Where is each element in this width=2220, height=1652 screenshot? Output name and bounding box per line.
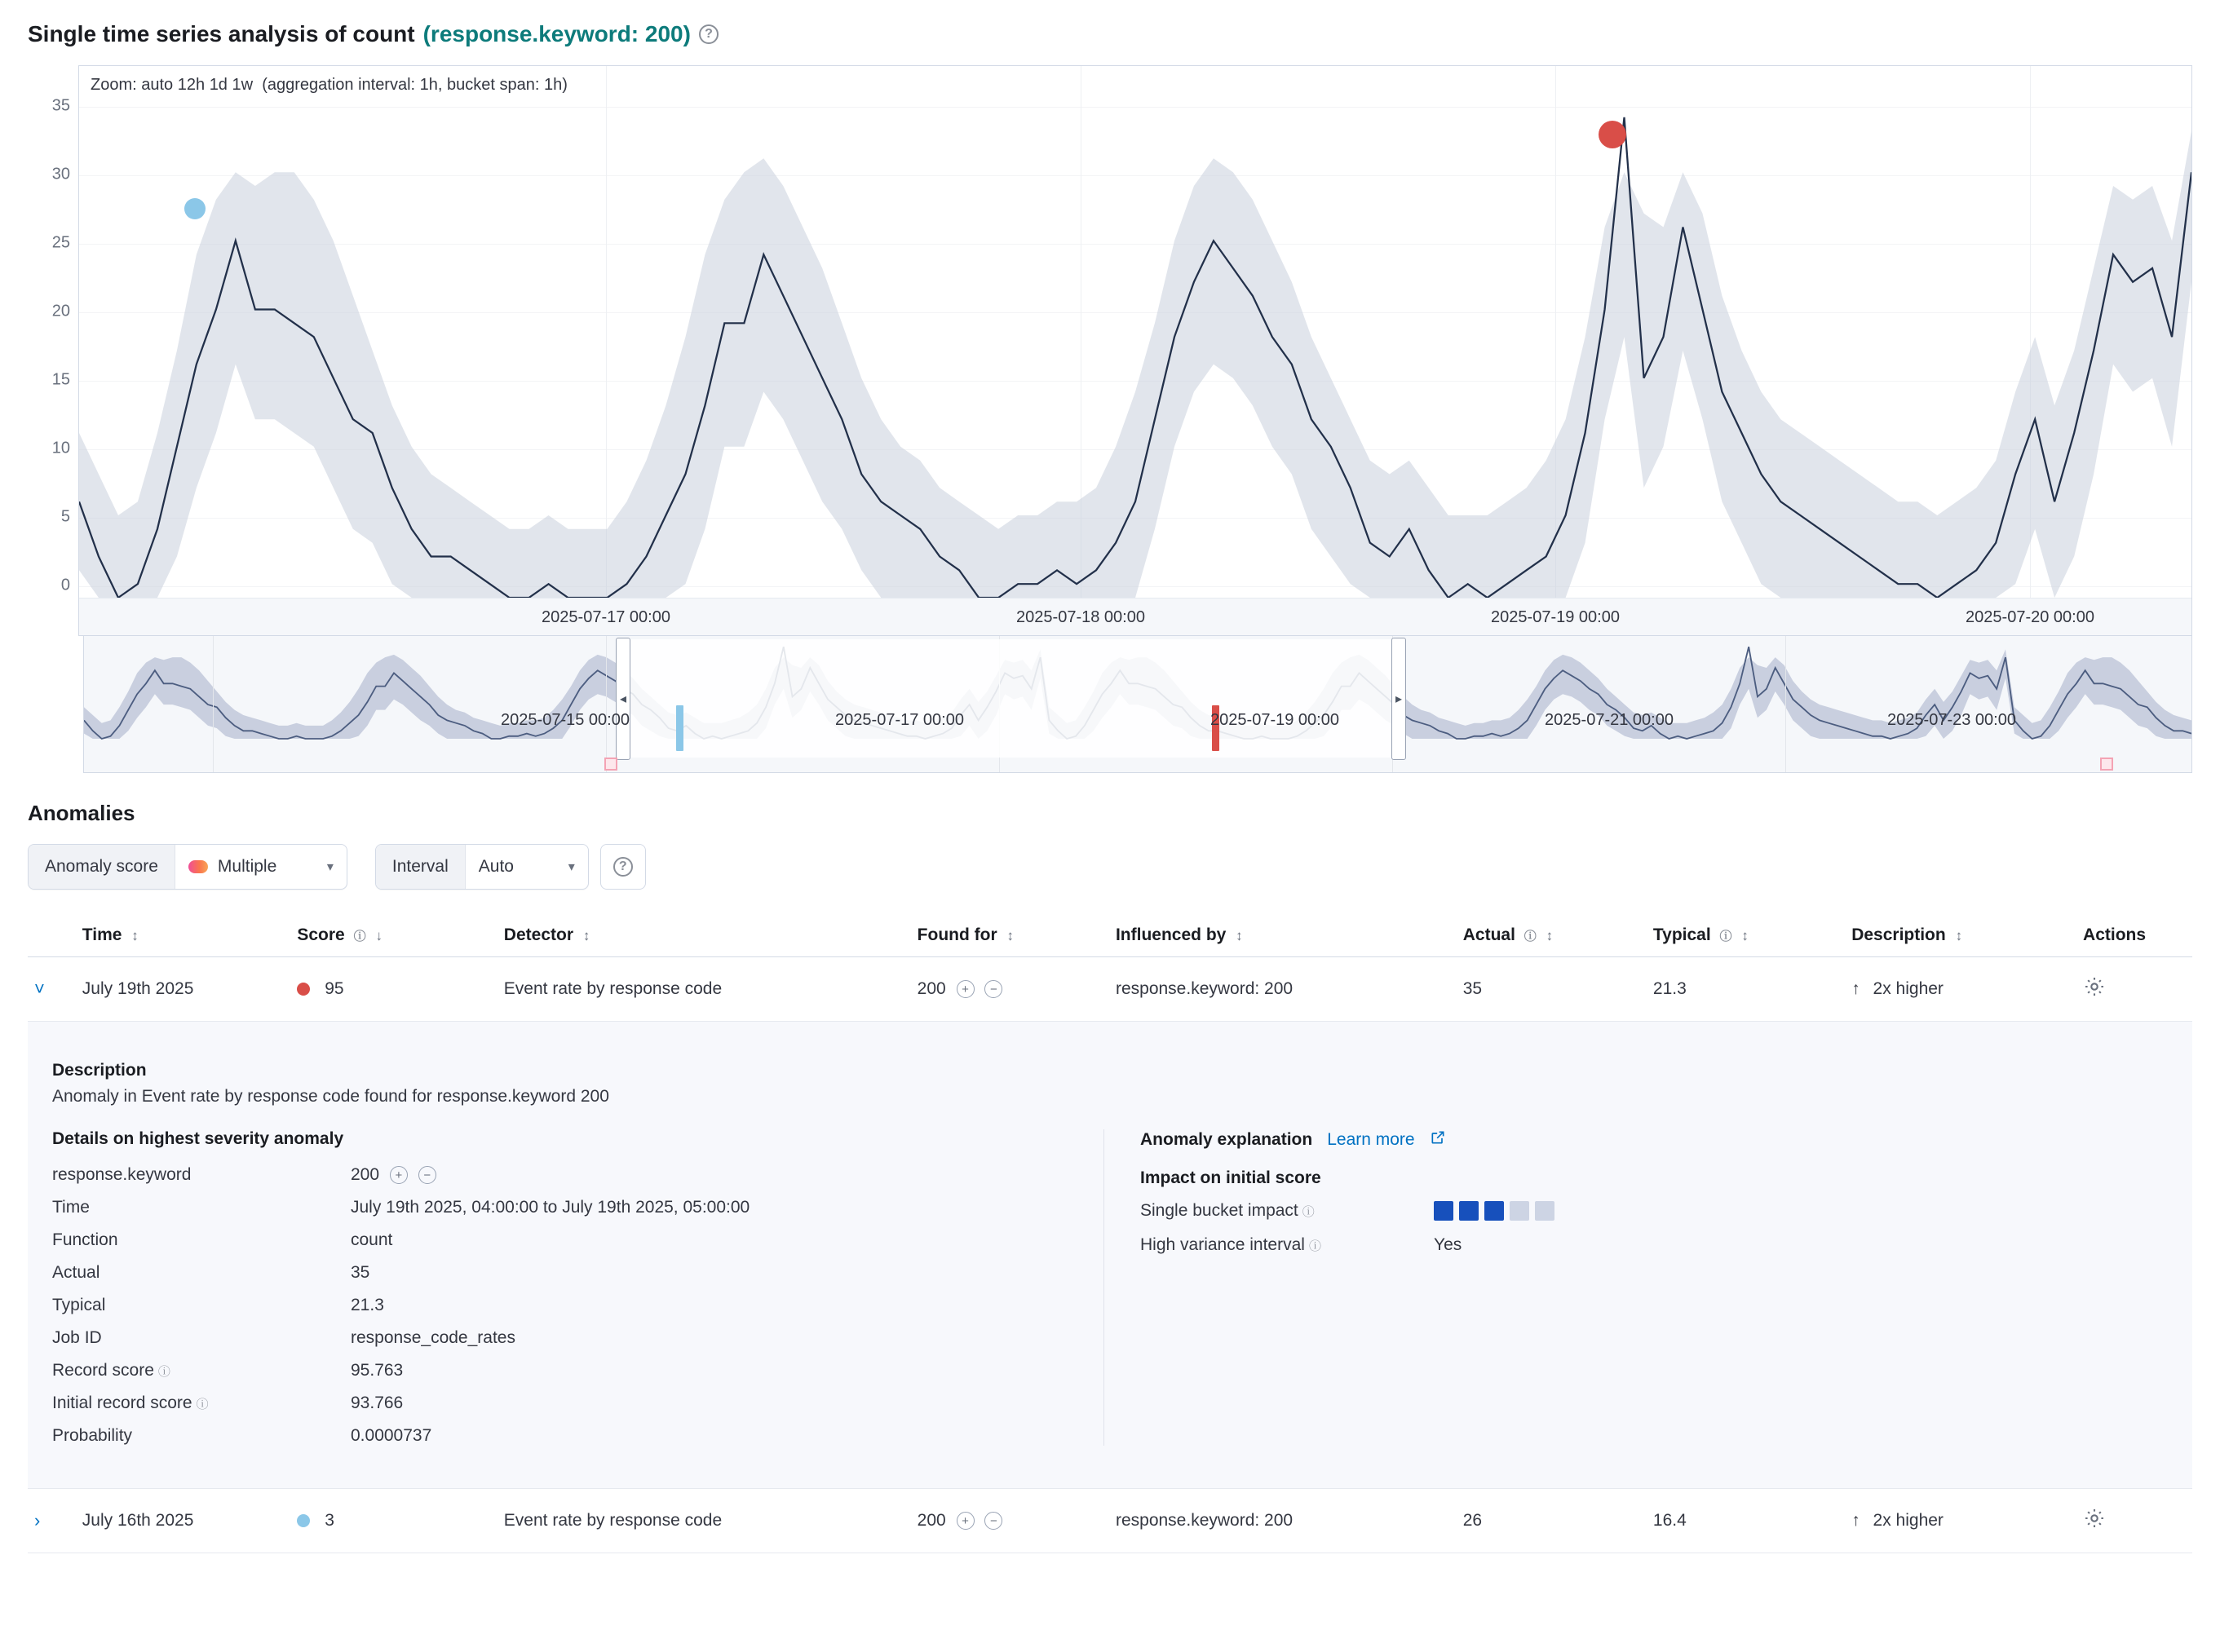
filter-out-value-icon[interactable]: − (418, 1166, 436, 1184)
anomaly-explanation-heading: Anomaly explanation (1140, 1130, 1313, 1149)
brush-handle-left[interactable]: ◂ (616, 638, 630, 760)
detail-left-column (52, 1129, 1104, 1446)
cell-influenced-by: response.keyword: 200 (1109, 957, 1457, 1022)
detail-field-actual (52, 1263, 1079, 1283)
y-tick-0: 0 (60, 576, 70, 594)
impact-bar-filled (1434, 1201, 1453, 1221)
filter-out-value-icon[interactable]: − (984, 1512, 1002, 1530)
zoom-option-12h[interactable]: 12h (177, 76, 206, 94)
timeseries-chart (33, 65, 2192, 773)
cell-found-for (911, 957, 1109, 1022)
detail-field-job-id (52, 1328, 1079, 1348)
context-tick-1: 2025-07-17 00:00 (835, 711, 964, 729)
external-link-icon[interactable] (1430, 1129, 1446, 1151)
field-key: Initial record score (52, 1394, 192, 1412)
th-actions (2076, 914, 2192, 957)
th-typical-label: Typical (1652, 925, 1711, 944)
impact-value: Yes (1434, 1235, 1462, 1254)
page-title-entity: (response.keyword: 200) (422, 21, 691, 46)
interval-value: Auto (478, 857, 514, 876)
help-icon[interactable]: ⓘ (157, 1364, 170, 1379)
detail-right-column (1104, 1129, 2168, 1446)
impact-key: High variance interval (1140, 1235, 1305, 1254)
impact-key-wrap (1140, 1201, 1434, 1221)
impact-bar-filled (1484, 1201, 1504, 1221)
field-key-wrap (52, 1394, 351, 1413)
impact-heading: Impact on initial score (1140, 1168, 1321, 1187)
brush-handle-right[interactable]: ▸ (1391, 638, 1406, 760)
th-actual-label: Actual (1462, 925, 1515, 944)
impact-bar-empty (1510, 1201, 1529, 1221)
sort-icon[interactable]: ↕ (1546, 928, 1554, 943)
help-icon[interactable]: ⓘ (1523, 930, 1537, 943)
anomaly-explanation-header (1140, 1129, 2168, 1151)
x-tick-0: 2025-07-17 00:00 (542, 608, 670, 626)
cell-found-for (911, 1489, 1109, 1553)
anomaly-marker-minor[interactable] (184, 198, 206, 219)
brush-selection-window[interactable] (622, 639, 1401, 758)
chevron-right-icon[interactable]: › (34, 1510, 41, 1531)
field-key: response.keyword (52, 1165, 192, 1184)
interval-select[interactable] (375, 844, 589, 890)
score-value: 95 (325, 979, 344, 998)
chart-series-svg (79, 66, 2191, 637)
cell-time: July 19th 2025 (76, 957, 291, 1022)
context-tick-0: 2025-07-15 00:00 (501, 711, 630, 729)
table-row[interactable] (28, 1489, 2192, 1553)
detail-description-text: Anomaly in Event rate by response code found for response.keyword 200 (52, 1087, 609, 1106)
y-tick-35: 35 (51, 96, 70, 115)
y-tick-30: 30 (51, 165, 70, 183)
help-icon[interactable]: ⓘ (1719, 930, 1732, 943)
th-influenced-by[interactable] (1109, 914, 1457, 957)
row-expand-cell[interactable] (28, 957, 76, 1022)
y-tick-5: 5 (60, 507, 70, 526)
filter-for-value-icon[interactable]: + (390, 1166, 408, 1184)
context-flag-left[interactable] (604, 758, 617, 771)
severity-swatch-icon (188, 860, 208, 873)
field-value: 95.763 (351, 1361, 404, 1380)
impact-bar-empty (1535, 1201, 1554, 1221)
field-value: 200 (351, 1165, 380, 1184)
detail-details-heading: Details on highest severity anomaly (52, 1129, 344, 1148)
x-tick-3: 2025-07-20 00:00 (1966, 608, 2094, 626)
severity-dot-icon (297, 1514, 310, 1527)
sort-icon[interactable]: ↕ (582, 928, 590, 943)
field-key: Typical (52, 1296, 106, 1314)
y-tick-10: 10 (51, 439, 70, 457)
field-key: Job ID (52, 1328, 102, 1347)
row-detail (28, 1022, 2192, 1489)
anomaly-score-value-wrap[interactable] (175, 845, 347, 889)
field-key: Function (52, 1230, 118, 1249)
cell-actual: 26 (1457, 1489, 1647, 1553)
description-value: 2x higher (1873, 979, 1944, 998)
detail-field-response-keyword (52, 1165, 1079, 1185)
anomalies-heading: Anomalies (28, 801, 135, 825)
cell-actions[interactable] (2076, 957, 2192, 1022)
context-gridline (1785, 636, 1786, 772)
chevron-down-icon[interactable]: ▾ (326, 860, 334, 874)
field-key: Time (52, 1198, 90, 1217)
sort-icon[interactable]: ↕ (1236, 928, 1243, 943)
chevron-down-icon[interactable]: ˅ (34, 978, 45, 999)
field-value: 35 (351, 1263, 370, 1282)
impact-key-wrap (1140, 1235, 1434, 1255)
arrow-up-icon: ↑ (1851, 1511, 1860, 1530)
cell-time: July 16th 2025 (76, 1489, 291, 1553)
detail-description-heading: Description (52, 1061, 147, 1080)
th-score[interactable] (290, 914, 497, 957)
detail-field-function (52, 1230, 1079, 1250)
field-key: Record score (52, 1361, 154, 1380)
page-title-text: Single time series analysis of count (28, 21, 415, 46)
zoom-option-auto[interactable]: auto (141, 76, 174, 94)
table-header-row (28, 914, 2192, 957)
th-detector[interactable] (498, 914, 911, 957)
impact-bar-filled (1459, 1201, 1479, 1221)
th-found-for[interactable] (911, 914, 1109, 957)
detail-field-record-score (52, 1361, 1079, 1380)
detail-field-time (52, 1198, 1079, 1217)
cell-description (1845, 957, 2076, 1022)
cell-detector: Event rate by response code (498, 1489, 911, 1553)
field-key: Probability (52, 1426, 133, 1445)
sort-icon[interactable]: ↕ (1741, 928, 1749, 943)
context-tick-4: 2025-07-23 00:00 (1887, 711, 2016, 729)
aggregation-note: (aggregation interval: 1h, bucket span: 1h) (262, 76, 568, 94)
learn-more-link[interactable]: Learn more (1327, 1130, 1415, 1149)
th-score-label: Score (297, 925, 345, 944)
interval-help-button[interactable] (600, 844, 646, 890)
severity-dot-icon (297, 983, 310, 996)
y-tick-15: 15 (51, 370, 70, 389)
row-detail-cell (28, 1022, 2192, 1489)
sort-desc-icon[interactable]: ↓ (375, 928, 383, 943)
field-value: count (351, 1230, 393, 1249)
field-value: 93.766 (351, 1394, 404, 1412)
cell-score (290, 957, 497, 1022)
zoom-controls[interactable] (91, 76, 568, 95)
cell-typical: 16.4 (1647, 1489, 1845, 1553)
cell-score (290, 1489, 497, 1553)
y-axis (33, 65, 78, 636)
sort-icon[interactable]: ↕ (1955, 928, 1963, 943)
context-brush-chart[interactable] (83, 636, 2192, 773)
th-expand (28, 914, 76, 957)
found-for-value: 200 (917, 1511, 946, 1530)
description-value: 2x higher (1873, 1511, 1944, 1530)
impact-bars (1434, 1201, 1554, 1221)
zoom-option-1w[interactable]: 1w (232, 76, 254, 94)
detail-field-initial-record-score (52, 1394, 1079, 1413)
impact-key: Single bucket impact (1140, 1201, 1298, 1220)
interval-value-wrap[interactable] (466, 845, 588, 889)
th-description[interactable] (1845, 914, 2076, 957)
anomaly-score-value: Multiple (217, 857, 277, 876)
help-icon[interactable]: ⓘ (196, 1397, 209, 1411)
y-tick-25: 25 (51, 233, 70, 252)
context-flag-right[interactable] (2100, 758, 2113, 771)
field-value: July 19th 2025, 04:00:00 to July 19th 2025, 05:00:00 (351, 1198, 750, 1217)
y-tick-20: 20 (51, 302, 70, 320)
x-tick-2: 2025-07-19 00:00 (1491, 608, 1620, 626)
cell-actual: 35 (1457, 957, 1647, 1022)
filter-out-value-icon[interactable]: − (984, 980, 1002, 998)
x-axis (79, 598, 2191, 635)
th-influenced-by-label: Influenced by (1115, 925, 1227, 944)
th-actual[interactable] (1457, 914, 1647, 957)
detail-field-probability (52, 1426, 1079, 1446)
impact-row-high-variance (1140, 1235, 2168, 1255)
interval-label: Interval (376, 845, 466, 889)
table-row[interactable] (28, 957, 2192, 1022)
found-for-value: 200 (917, 979, 946, 998)
question-mark-icon: ? (613, 857, 633, 877)
anomalies-table (28, 914, 2192, 1553)
context-anomaly-marker-minor[interactable] (676, 705, 683, 751)
field-key-wrap (52, 1361, 351, 1380)
filter-for-value-icon[interactable]: + (957, 1512, 975, 1530)
field-value-wrap (351, 1165, 436, 1185)
anomaly-score-label: Anomaly score (29, 845, 175, 889)
field-value: response_code_rates (351, 1328, 515, 1347)
zoom-option-1d[interactable]: 1d (209, 76, 228, 94)
th-found-for-label: Found for (917, 925, 997, 944)
help-icon[interactable]: ⓘ (353, 930, 366, 943)
cell-description (1845, 1489, 2076, 1553)
sort-icon[interactable]: ↕ (131, 928, 139, 943)
field-value: 21.3 (351, 1296, 384, 1314)
score-value: 3 (325, 1511, 334, 1530)
th-time[interactable] (76, 914, 291, 957)
field-key: Actual (52, 1263, 100, 1282)
th-actions-label: Actions (2083, 925, 2147, 944)
chevron-down-icon[interactable]: ▾ (568, 860, 575, 874)
cell-typical: 21.3 (1647, 957, 1845, 1022)
gear-icon[interactable] (2083, 975, 2106, 998)
cell-actions[interactable] (2076, 1489, 2192, 1553)
th-detector-label: Detector (503, 925, 573, 944)
field-value: 0.0000737 (351, 1426, 432, 1445)
th-typical[interactable] (1647, 914, 1845, 957)
anomaly-score-select[interactable] (28, 844, 347, 890)
anomaly-marker-critical[interactable] (1599, 121, 1626, 148)
detail-field-typical (52, 1296, 1079, 1315)
sort-icon[interactable]: ↕ (1006, 928, 1014, 943)
filter-for-value-icon[interactable]: + (957, 980, 975, 998)
context-gridline (213, 636, 214, 772)
anomalies-controls (28, 844, 2192, 890)
help-icon[interactable]: ⓘ (1302, 1204, 1315, 1219)
context-tick-2: 2025-07-19 00:00 (1210, 711, 1339, 729)
context-tick-3: 2025-07-21 00:00 (1545, 711, 1674, 729)
th-time-label: Time (82, 925, 122, 944)
impact-row-single-bucket (1140, 1201, 2168, 1221)
x-tick-1: 2025-07-18 00:00 (1016, 608, 1145, 626)
row-expand-cell[interactable] (28, 1489, 76, 1553)
cell-influenced-by: response.keyword: 200 (1109, 1489, 1457, 1553)
zoom-label: Zoom: (91, 76, 137, 94)
th-description-label: Description (1851, 925, 1946, 944)
arrow-up-icon: ↑ (1851, 979, 1860, 998)
help-icon[interactable]: ⓘ (1308, 1239, 1321, 1253)
gear-icon[interactable] (2083, 1507, 2106, 1530)
context-gridline (606, 636, 607, 772)
help-icon[interactable]: ? (699, 24, 719, 44)
cell-detector: Event rate by response code (498, 957, 911, 1022)
chart-plot-area[interactable] (78, 65, 2192, 636)
page-title (28, 21, 2192, 47)
